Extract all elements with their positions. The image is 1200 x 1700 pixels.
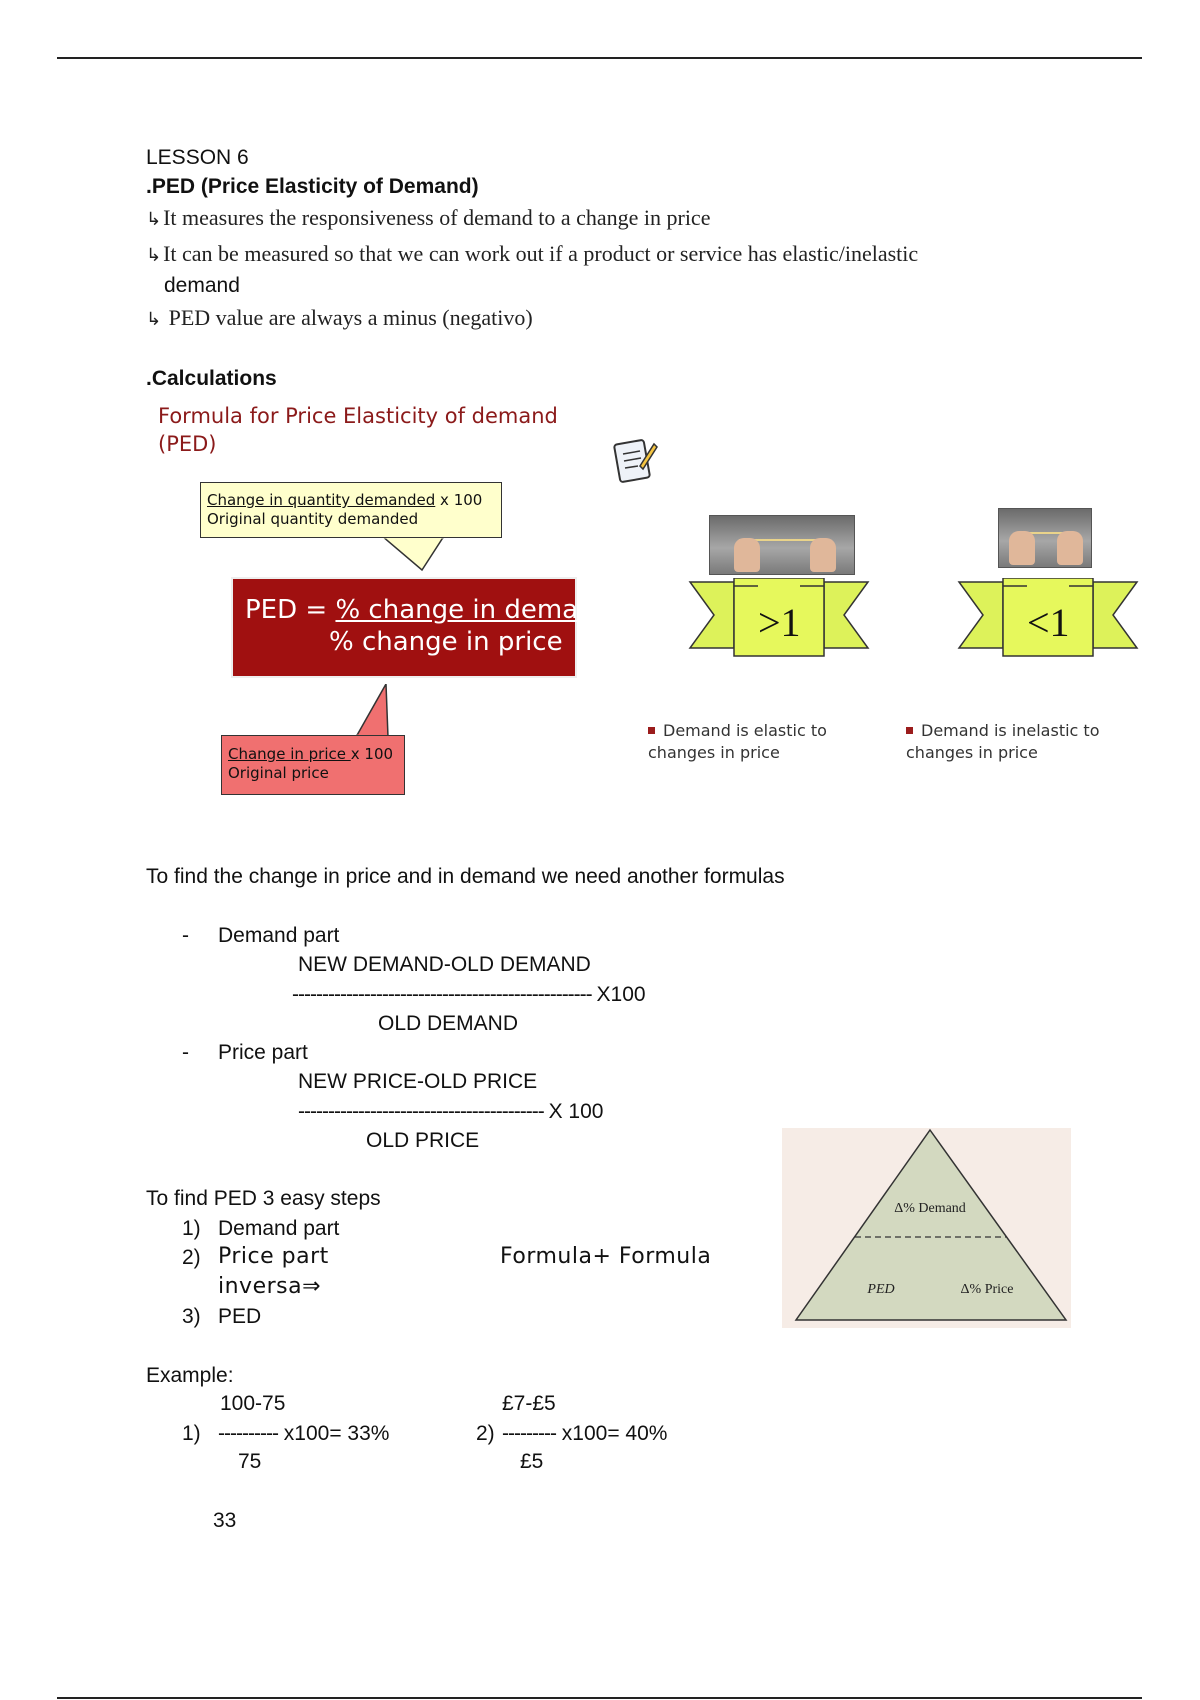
step-1-num: 1)	[182, 1217, 201, 1240]
arrow-icon: ↳	[146, 309, 162, 330]
elastic-description: Demand is elastic to changes in price	[648, 721, 827, 762]
intro-text: To find the change in price and in demand we need another formulas	[146, 865, 785, 888]
triangle-left-label: PED	[867, 1282, 895, 1297]
demand-numerator: NEW DEMAND-OLD DEMAND	[298, 953, 591, 976]
square-bullet-icon	[906, 727, 913, 734]
step-2-text: Price part	[218, 1244, 329, 1269]
bottom-rule	[57, 1697, 1142, 1699]
price-numerator: NEW PRICE-OLD PRICE	[298, 1070, 538, 1093]
step-1-text: Demand part	[218, 1217, 340, 1240]
quantity-denominator: Original quantity demanded	[207, 510, 419, 528]
arrow-icon: ↳	[146, 209, 162, 230]
example-2-line: --------- x100= 40%	[502, 1422, 668, 1445]
calculations-heading: .Calculations	[146, 367, 277, 390]
ped-formula-box: PED = % change in demand % change in price	[231, 577, 577, 678]
example-2-denominator: £5	[520, 1450, 544, 1473]
triangle-right-label: Δ% Price	[960, 1282, 1014, 1297]
bullet-2: ↳It can be measured so that we can work out if a product or service has elastic/inelastic	[146, 241, 919, 266]
step-2-inversa: inversa⇒	[218, 1274, 322, 1299]
bullet-3: ↳ PED value are always a minus (negativo)	[146, 305, 533, 330]
stretched-band-photo-elastic	[709, 515, 855, 575]
demand-fraction-line: -------------------------------------------------- X100	[292, 983, 646, 1006]
demand-denominator: OLD DEMAND	[378, 1012, 519, 1035]
top-rule	[57, 57, 1142, 59]
step-3-num: 3)	[182, 1305, 201, 1328]
example-1-denominator: 75	[238, 1450, 262, 1473]
ped-triangle-diagram	[782, 1128, 1071, 1328]
quantity-numerator: Change in quantity demanded	[207, 491, 436, 509]
square-bullet-icon	[648, 727, 655, 734]
callout-pointer-yellow	[380, 536, 450, 572]
lesson-label: LESSON 6	[146, 146, 249, 169]
bullet-2-continuation: demand	[164, 274, 240, 297]
quantity-change-callout: Change in quantity demanded x 100 Original quantity demanded	[200, 482, 502, 538]
demand-part-label: Demand part	[218, 924, 340, 947]
example-1-line: ---------- x100= 33%	[218, 1422, 390, 1445]
price-numerator: Change in price	[228, 745, 351, 763]
figure-title: Formula for Price Elasticity of demand (PED)	[158, 404, 558, 456]
example-1-numerator: 100-75	[220, 1392, 286, 1415]
example-2-num: 2)	[476, 1422, 495, 1445]
steps-heading: To find PED 3 easy steps	[146, 1187, 381, 1210]
example-1-num: 1)	[182, 1422, 201, 1445]
arrow-icon: ↳	[146, 245, 162, 266]
triangle-top-label: Δ% Demand	[894, 1201, 966, 1216]
demand-dash: -	[182, 924, 189, 947]
stretched-band-photo-inelastic	[998, 508, 1092, 568]
example-label: Example:	[146, 1364, 234, 1387]
price-part-label: Price part	[218, 1041, 308, 1064]
example-2-numerator: £7-£5	[502, 1392, 556, 1415]
price-dash: -	[182, 1041, 189, 1064]
page-number: 33	[213, 1509, 237, 1532]
inelastic-description: Demand is inelastic to changes in price	[906, 721, 1100, 762]
price-change-callout: Change in price x 100 Original price	[221, 735, 405, 795]
step-2-num: 2)	[182, 1246, 201, 1269]
bullet-1: ↳It measures the responsiveness of demand to a change in price	[146, 205, 711, 230]
ped-denominator: % change in price	[329, 627, 563, 657]
price-denominator: Original price	[228, 764, 329, 782]
ped-heading: .PED (Price Elasticity of Demand)	[146, 175, 479, 198]
elastic-value: >1	[758, 600, 801, 645]
formula-note: Formula+ Formula	[500, 1244, 712, 1269]
inelastic-value: <1	[1027, 600, 1070, 645]
ped-numerator: % change in demand	[335, 595, 612, 625]
step-3-text: PED	[218, 1305, 262, 1328]
notepad-icon	[612, 436, 658, 486]
price-denominator: OLD PRICE	[366, 1129, 480, 1152]
price-fraction-line: ----------------------------------------- X 100	[298, 1100, 604, 1123]
callout-pointer-red	[352, 684, 422, 738]
